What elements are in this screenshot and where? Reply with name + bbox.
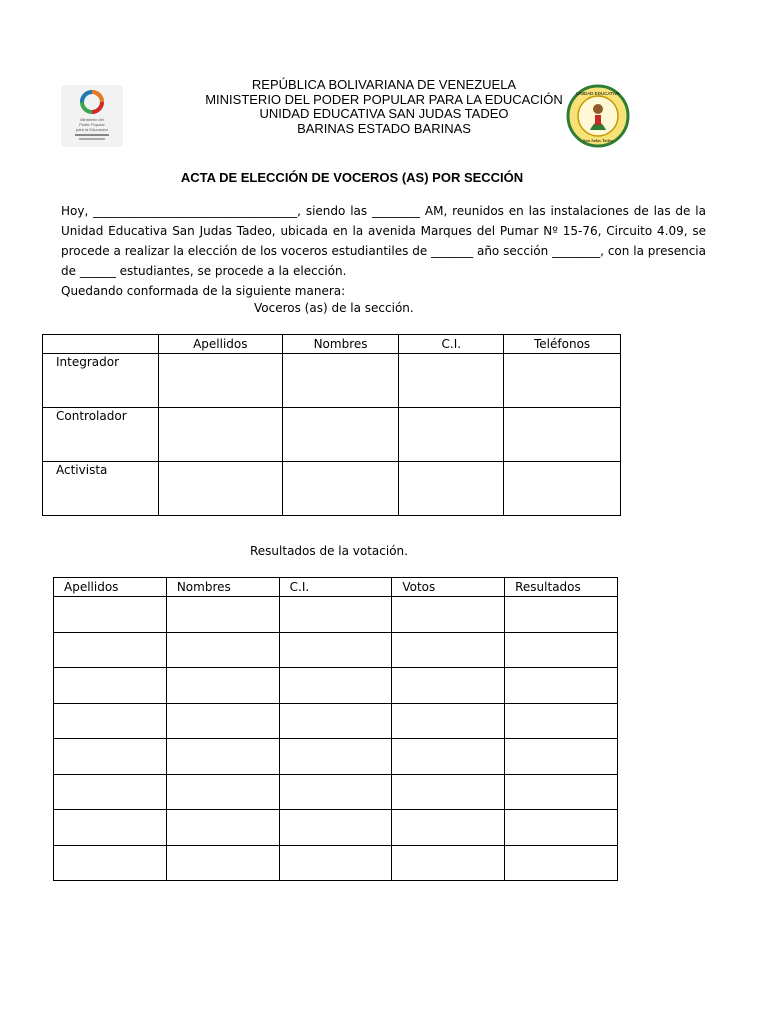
resultados-body bbox=[54, 597, 618, 881]
ministry-logo-text-2: Poder Popular bbox=[79, 122, 105, 127]
table-cell[interactable] bbox=[54, 597, 167, 633]
voceros-header-ci: C.I. bbox=[399, 335, 504, 354]
table-row bbox=[54, 774, 618, 810]
ministry-logo-text-1: Ministerio del bbox=[80, 117, 104, 122]
table-row bbox=[54, 668, 618, 704]
table-cell[interactable] bbox=[166, 845, 279, 881]
table-cell[interactable] bbox=[282, 354, 399, 408]
ministry-logo-text-3: para la Educación bbox=[75, 127, 109, 132]
role-activista: Activista bbox=[43, 462, 159, 516]
table-cell[interactable] bbox=[279, 632, 392, 668]
table-cell[interactable] bbox=[54, 774, 167, 810]
table-cell[interactable] bbox=[54, 668, 167, 704]
table-cell[interactable] bbox=[166, 810, 279, 846]
resultados-header-apellidos: Apellidos bbox=[54, 578, 167, 597]
table-cell[interactable] bbox=[392, 703, 505, 739]
header-line-republic: REPÚBLICA BOLIVARIANA DE VENEZUELA bbox=[251, 77, 517, 92]
table-cell[interactable] bbox=[392, 597, 505, 633]
table-cell[interactable] bbox=[505, 703, 618, 739]
intro-paragraph: Hoy, __________________________________, siendo las ________ AM, reunidos en las instalaciones de las de la Unidad Educativa San Judas Tadeo, ubicada en la avenida Marques del Pumar Nº 15-76, Circuito 4.09, se procede a realizar la elección de los voceros estudiantiles de _______ año sección ________, con la presencia de ______ estudiantes, se procede a la elección. bbox=[61, 204, 706, 278]
table-cell[interactable] bbox=[392, 739, 505, 775]
table-cell[interactable] bbox=[158, 462, 282, 516]
voceros-table bbox=[42, 334, 621, 516]
school-logo-text-top: UNIDAD EDUCATIVA bbox=[576, 91, 620, 96]
role-integrador: Integrador bbox=[43, 354, 159, 408]
voceros-row-activista bbox=[43, 462, 621, 516]
document-header bbox=[160, 78, 608, 136]
table-cell[interactable] bbox=[279, 703, 392, 739]
voceros-row-integrador bbox=[43, 354, 621, 408]
table-cell[interactable] bbox=[392, 774, 505, 810]
conformada-line: Quedando conformada de la siguiente manera: bbox=[61, 284, 346, 298]
table-cell[interactable] bbox=[279, 845, 392, 881]
table-cell[interactable] bbox=[279, 810, 392, 846]
table-cell[interactable] bbox=[504, 408, 621, 462]
table-cell[interactable] bbox=[279, 597, 392, 633]
table-cell[interactable] bbox=[166, 668, 279, 704]
table-cell[interactable] bbox=[54, 703, 167, 739]
voceros-header-nombres: Nombres bbox=[282, 335, 399, 354]
table-cell[interactable] bbox=[54, 810, 167, 846]
table-cell[interactable] bbox=[166, 703, 279, 739]
ministry-logo-icon bbox=[61, 85, 123, 147]
table-cell[interactable] bbox=[399, 462, 504, 516]
school-logo-text-bottom: San Judas Tadeo bbox=[583, 138, 613, 143]
resultados-header-votos: Votos bbox=[392, 578, 505, 597]
voceros-row-controlador bbox=[43, 408, 621, 462]
table-cell[interactable] bbox=[505, 597, 618, 633]
ministry-logo bbox=[61, 85, 123, 147]
resultados-header-resultados: Resultados bbox=[505, 578, 618, 597]
header-line-ministry: MINISTERIO DEL PODER POPULAR PARA LA EDUCACIÓN bbox=[205, 91, 563, 107]
role-controlador: Controlador bbox=[43, 408, 159, 462]
table-cell[interactable] bbox=[399, 408, 504, 462]
table-row bbox=[54, 739, 618, 775]
voceros-header-apellidos: Apellidos bbox=[158, 335, 282, 354]
table-cell[interactable] bbox=[505, 845, 618, 881]
table-cell[interactable] bbox=[399, 354, 504, 408]
header-line-location: BARINAS ESTADO BARINAS bbox=[297, 120, 471, 136]
table-cell[interactable] bbox=[279, 774, 392, 810]
voceros-caption: Voceros (as) de la sección. bbox=[254, 301, 414, 315]
table-cell[interactable] bbox=[54, 845, 167, 881]
header-line-school: UNIDAD EDUCATIVA SAN JUDAS TADEO bbox=[259, 106, 509, 121]
voceros-header-row bbox=[43, 335, 621, 354]
table-cell[interactable] bbox=[158, 354, 282, 408]
resultados-header-ci: C.I. bbox=[279, 578, 392, 597]
table-cell[interactable] bbox=[392, 668, 505, 704]
table-cell[interactable] bbox=[282, 462, 399, 516]
table-cell[interactable] bbox=[158, 408, 282, 462]
table-cell[interactable] bbox=[505, 810, 618, 846]
resultados-header-nombres: Nombres bbox=[166, 578, 279, 597]
table-cell[interactable] bbox=[505, 774, 618, 810]
table-cell[interactable] bbox=[166, 739, 279, 775]
document-title: ACTA DE ELECCIÓN DE VOCEROS (AS) POR SECCIÓN bbox=[180, 170, 524, 185]
table-row bbox=[54, 632, 618, 668]
voceros-header-blank bbox=[43, 335, 159, 354]
voceros-header-telefonos: Teléfonos bbox=[504, 335, 621, 354]
table-cell[interactable] bbox=[166, 632, 279, 668]
table-cell[interactable] bbox=[166, 774, 279, 810]
table-cell[interactable] bbox=[504, 354, 621, 408]
resultados-caption: Resultados de la votación. bbox=[250, 544, 408, 558]
table-cell[interactable] bbox=[54, 739, 167, 775]
table-cell[interactable] bbox=[279, 668, 392, 704]
table-cell[interactable] bbox=[392, 845, 505, 881]
table-row bbox=[54, 703, 618, 739]
table-cell[interactable] bbox=[392, 810, 505, 846]
table-cell[interactable] bbox=[54, 632, 167, 668]
table-cell[interactable] bbox=[392, 632, 505, 668]
table-cell[interactable] bbox=[504, 462, 621, 516]
table-cell[interactable] bbox=[505, 668, 618, 704]
resultados-header-row bbox=[54, 578, 618, 597]
table-cell[interactable] bbox=[282, 408, 399, 462]
table-row bbox=[54, 845, 618, 881]
table-row bbox=[54, 810, 618, 846]
resultados-table bbox=[53, 577, 618, 881]
table-row bbox=[54, 597, 618, 633]
table-cell[interactable] bbox=[279, 739, 392, 775]
table-cell[interactable] bbox=[166, 597, 279, 633]
table-cell[interactable] bbox=[505, 632, 618, 668]
document-body bbox=[61, 201, 706, 301]
table-cell[interactable] bbox=[505, 739, 618, 775]
